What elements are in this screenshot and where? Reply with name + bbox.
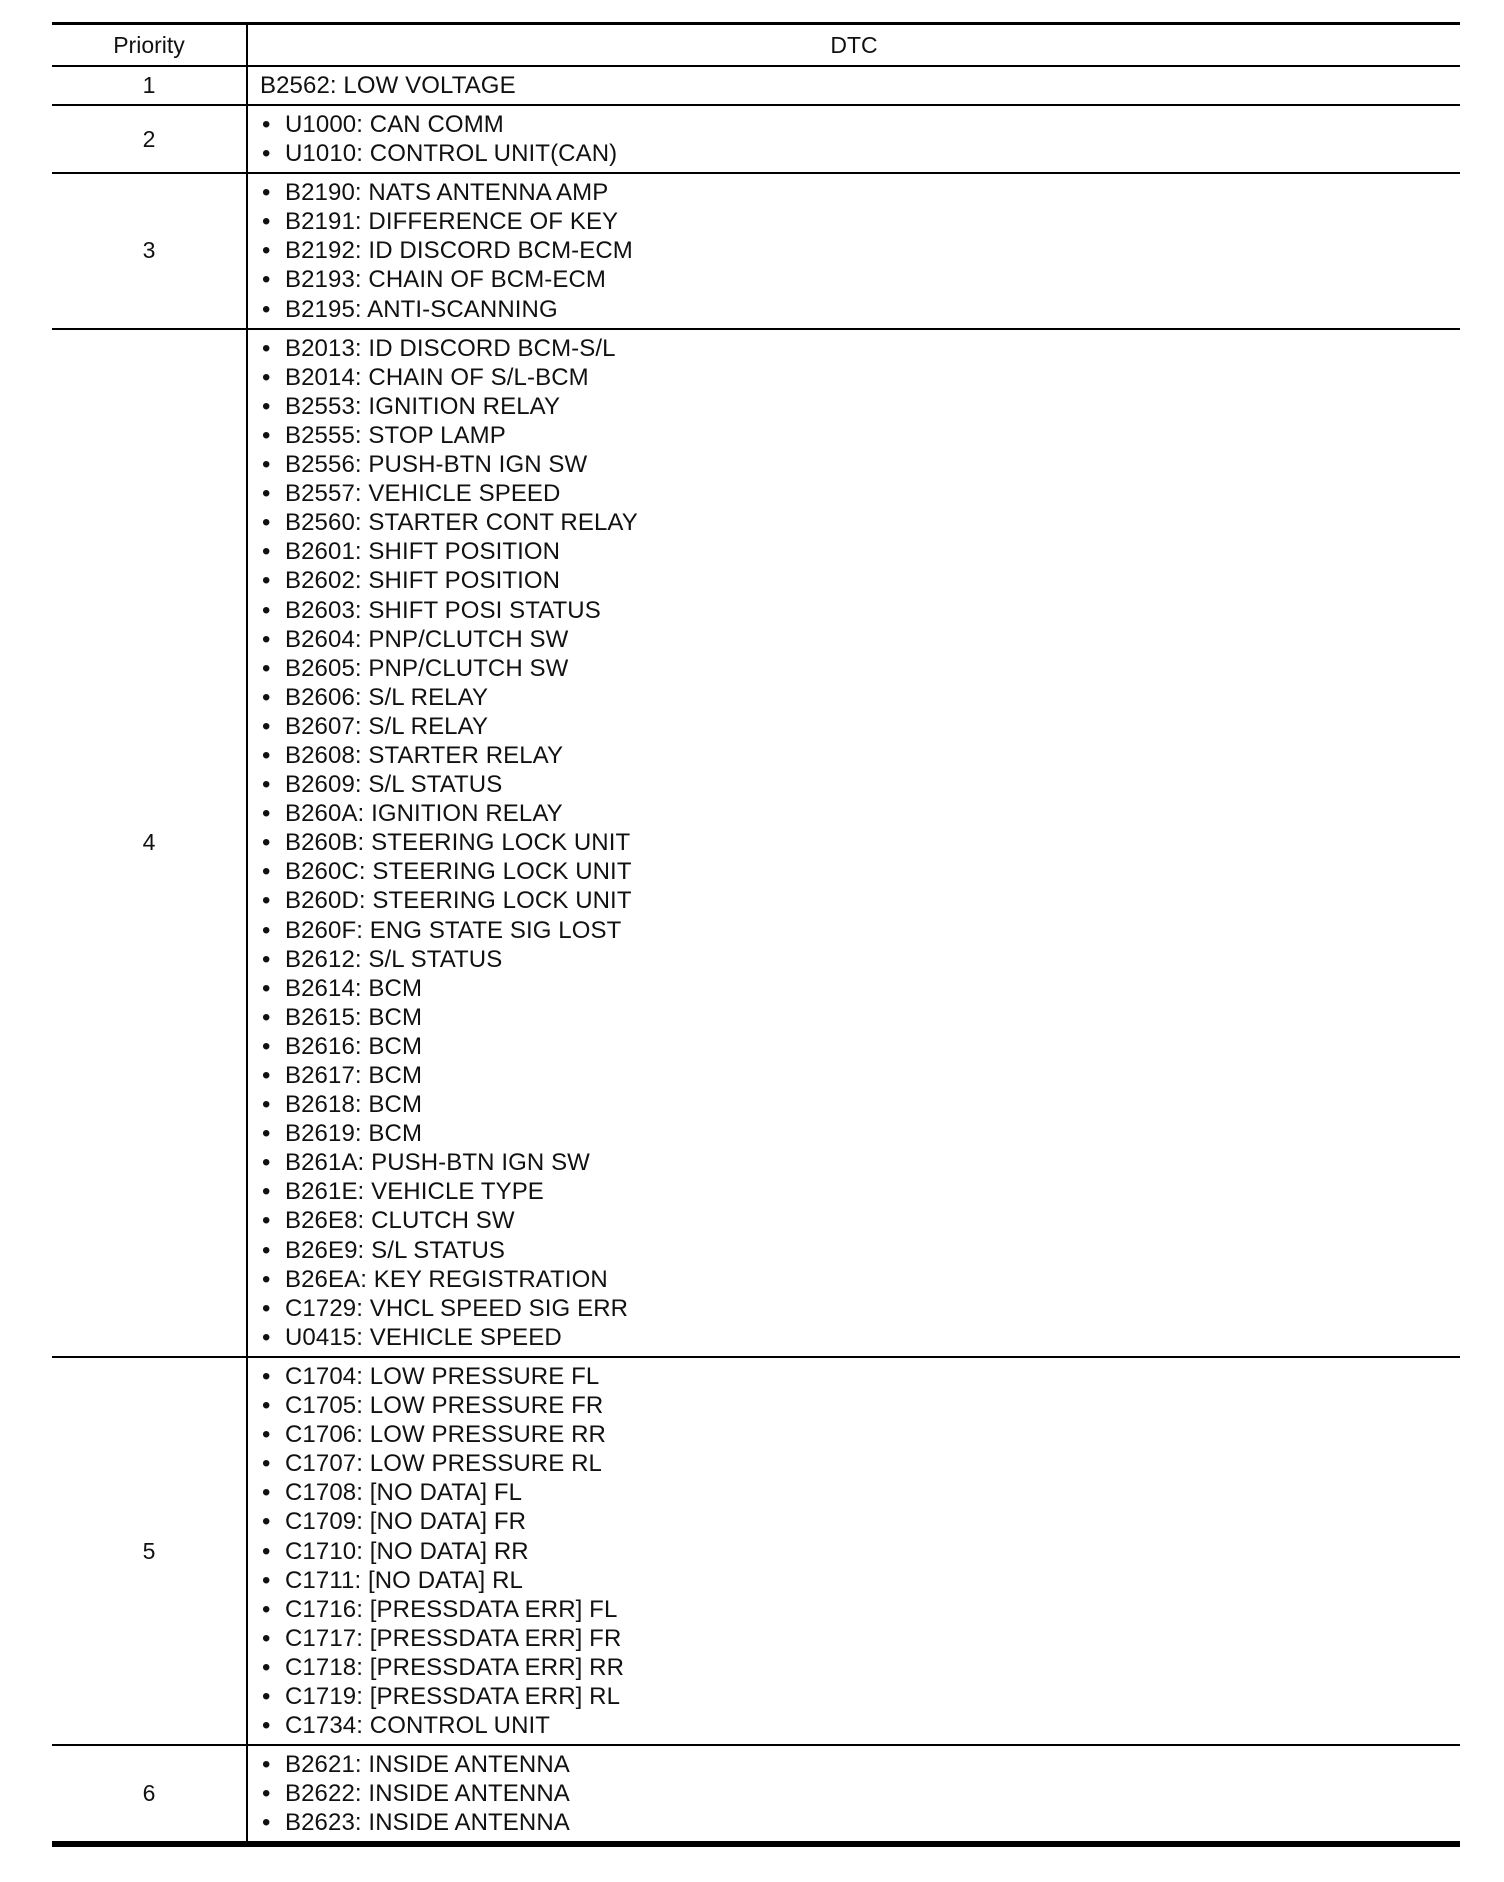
bullet-icon: •	[262, 683, 271, 711]
header-row	[52, 24, 1460, 67]
bullet-icon: •	[262, 208, 271, 236]
dtc-code: C1704: LOW PRESSURE FL	[285, 1362, 600, 1390]
bullet-icon: •	[262, 654, 271, 682]
bullet-icon: •	[262, 712, 271, 740]
bullet-icon: •	[262, 800, 271, 828]
dtc-cell	[247, 173, 1460, 328]
bullet-icon: •	[262, 567, 271, 595]
dtc-list-item	[260, 945, 1460, 974]
dtc-list-item	[260, 886, 1460, 915]
bullet-icon: •	[262, 1236, 271, 1264]
dtc-code: C1716: [PRESSDATA ERR] FL	[285, 1595, 618, 1623]
dtc-list-item	[260, 508, 1460, 537]
bullet-icon: •	[262, 1178, 271, 1206]
dtc-list-item	[260, 1177, 1460, 1206]
dtc-code: B2618: BCM	[285, 1091, 423, 1119]
table-row	[52, 1745, 1460, 1844]
dtc-list-item	[260, 1653, 1460, 1682]
bullet-icon: •	[262, 1120, 271, 1148]
dtc-list-item	[260, 1003, 1460, 1032]
dtc-code: B260B: STEERING LOCK UNIT	[285, 829, 631, 857]
dtc-code: B2612: S/L STATUS	[285, 945, 503, 973]
dtc-priority-table	[52, 22, 1460, 1847]
bullet-icon: •	[262, 1566, 271, 1594]
bullet-icon: •	[262, 596, 271, 624]
dtc-code: C1734: CONTROL UNIT	[285, 1712, 551, 1740]
dtc-list-item	[260, 1507, 1460, 1536]
bullet-icon: •	[262, 1323, 271, 1351]
dtc-list-item	[260, 857, 1460, 886]
dtc-code: B2193: CHAIN OF BCM-ECM	[285, 266, 607, 294]
bullet-icon: •	[262, 916, 271, 944]
dtc-column-header: DTC	[247, 24, 1460, 67]
dtc-code: B260A: IGNITION RELAY	[285, 800, 563, 828]
dtc-list-item	[260, 1779, 1460, 1808]
dtc-code: C1719: [PRESSDATA ERR] RL	[285, 1682, 621, 1710]
dtc-code: C1705: LOW PRESSURE FR	[285, 1392, 604, 1420]
dtc-code: B2607: S/L RELAY	[285, 712, 489, 740]
dtc-code: B2560: STARTER CONT RELAY	[285, 509, 638, 537]
bullet-icon: •	[262, 625, 271, 653]
dtc-cell	[247, 1745, 1460, 1844]
dtc-list-item	[260, 596, 1460, 625]
dtc-list-item	[260, 1206, 1460, 1235]
dtc-list-item	[260, 207, 1460, 236]
priority-column-header: Priority	[52, 24, 247, 67]
dtc-list-item	[260, 1148, 1460, 1177]
dtc-list-item	[260, 916, 1460, 945]
dtc-code: C1707: LOW PRESSURE RL	[285, 1450, 602, 1478]
bullet-icon: •	[262, 1450, 271, 1478]
dtc-list	[260, 110, 1460, 168]
table-row	[52, 329, 1460, 1357]
dtc-cell	[247, 1357, 1460, 1745]
dtc-code: B260C: STEERING LOCK UNIT	[285, 858, 632, 886]
bullet-icon: •	[262, 1780, 271, 1808]
dtc-list-item	[260, 236, 1460, 265]
dtc-code: B26E9: S/L STATUS	[285, 1236, 506, 1264]
dtc-list	[260, 1362, 1460, 1740]
dtc-list-item	[260, 654, 1460, 683]
bullet-icon: •	[262, 1508, 271, 1536]
dtc-list-item	[260, 537, 1460, 566]
dtc-code: B2622: INSIDE ANTENNA	[285, 1780, 570, 1808]
table-body	[52, 66, 1460, 1844]
dtc-list-item	[260, 974, 1460, 1003]
dtc-code: B2609: S/L STATUS	[285, 771, 503, 799]
dtc-cell	[247, 66, 1460, 105]
dtc-code: B2617: BCM	[285, 1062, 423, 1089]
dtc-list-item	[260, 392, 1460, 421]
dtc-code: B261E: VEHICLE TYPE	[285, 1178, 544, 1206]
dtc-code: C1710: [NO DATA] RR	[285, 1537, 529, 1565]
dtc-list-item	[260, 828, 1460, 857]
dtc-list-item	[260, 450, 1460, 479]
dtc-list-item	[260, 1391, 1460, 1420]
bullet-icon: •	[262, 1479, 271, 1507]
dtc-code: B2604: PNP/CLUTCH SW	[285, 625, 569, 653]
dtc-code: C1711: [NO DATA] RL	[285, 1566, 523, 1594]
dtc-code: U1010: CONTROL UNIT(CAN)	[285, 140, 618, 168]
bullet-icon: •	[262, 1421, 271, 1449]
dtc-code: B2616: BCM	[285, 1032, 423, 1060]
bullet-icon: •	[262, 295, 271, 323]
dtc-code: B2623: INSIDE ANTENNA	[285, 1809, 570, 1837]
bullet-icon: •	[262, 1624, 271, 1652]
bullet-icon: •	[262, 974, 271, 1002]
dtc-code: B2013: ID DISCORD BCM-S/L	[285, 334, 616, 362]
dtc-code: B26E8: CLUTCH SW	[285, 1207, 515, 1235]
dtc-code: C1729: VHCL SPEED SIG ERR	[285, 1294, 629, 1322]
bullet-icon: •	[262, 1751, 271, 1779]
dtc-list-item	[260, 1566, 1460, 1595]
dtc-list-item	[260, 421, 1460, 450]
bullet-icon: •	[262, 887, 271, 915]
dtc-list-item	[260, 139, 1460, 168]
bullet-icon: •	[262, 1537, 271, 1565]
priority-cell: 3	[52, 173, 247, 328]
dtc-list-item	[260, 1119, 1460, 1148]
bullet-icon: •	[262, 771, 271, 799]
dtc-list-item	[260, 1750, 1460, 1779]
dtc-list-item	[260, 363, 1460, 392]
bullet-icon: •	[262, 179, 271, 207]
dtc-code: B2014: CHAIN OF S/L-BCM	[285, 363, 589, 391]
dtc-code: B2553: IGNITION RELAY	[285, 392, 561, 420]
dtc-cell	[247, 105, 1460, 173]
dtc-code: B2556: PUSH-BTN IGN SW	[285, 451, 588, 479]
dtc-list-item	[260, 295, 1460, 324]
table-row	[52, 1357, 1460, 1745]
dtc-code: B2191: DIFFERENCE OF KEY	[285, 208, 619, 236]
dtc-code: B2555: STOP LAMP	[285, 421, 506, 449]
dtc-code: C1706: LOW PRESSURE RR	[285, 1421, 606, 1449]
priority-cell: 6	[52, 1745, 247, 1844]
dtc-code: U0415: VEHICLE SPEED	[285, 1323, 562, 1351]
dtc-list-item	[260, 1090, 1460, 1119]
bullet-icon: •	[262, 1682, 271, 1710]
dtc-code: B260D: STEERING LOCK UNIT	[285, 887, 632, 915]
bullet-icon: •	[262, 509, 271, 537]
dtc-code: B261A: PUSH-BTN IGN SW	[285, 1149, 590, 1177]
bullet-icon: •	[262, 451, 271, 479]
dtc-code: B2602: SHIFT POSITION	[285, 567, 561, 595]
dtc-list-item	[260, 110, 1460, 139]
bullet-icon: •	[262, 1809, 271, 1837]
table-row	[52, 105, 1460, 173]
bullet-icon: •	[262, 1294, 271, 1322]
bullet-icon: •	[262, 480, 271, 508]
bullet-icon: •	[262, 1207, 271, 1235]
bullet-icon: •	[262, 858, 271, 886]
bullet-icon: •	[262, 1032, 271, 1060]
dtc-list-item	[260, 566, 1460, 595]
dtc-list	[260, 178, 1460, 323]
dtc-code: B260F: ENG STATE SIG LOST	[285, 916, 622, 944]
dtc-list-item	[260, 1061, 1460, 1090]
dtc-code: B2195: ANTI-SCANNING	[285, 295, 558, 323]
bullet-icon: •	[262, 538, 271, 566]
bullet-icon: •	[262, 363, 271, 391]
dtc-list-item	[260, 1449, 1460, 1478]
dtc-code: U1000: CAN COMM	[285, 111, 504, 138]
dtc-list-item	[260, 799, 1460, 828]
bullet-icon: •	[262, 1003, 271, 1031]
dtc-cell	[247, 329, 1460, 1357]
dtc-code: B2608: STARTER RELAY	[285, 741, 564, 769]
dtc-code: B2557: VEHICLE SPEED	[285, 480, 561, 508]
dtc-list-item	[260, 683, 1460, 712]
dtc-code: B2601: SHIFT POSITION	[285, 538, 561, 566]
table-header	[52, 24, 1460, 67]
bullet-icon: •	[262, 392, 271, 420]
dtc-list-item	[260, 1682, 1460, 1711]
priority-cell: 1	[52, 66, 247, 105]
dtc-list-item	[260, 1323, 1460, 1352]
dtc-code: B2619: BCM	[285, 1120, 423, 1148]
dtc-list-item	[260, 334, 1460, 363]
dtc-list	[260, 334, 1460, 1352]
dtc-code: B2615: BCM	[285, 1003, 423, 1031]
dtc-code: B2605: PNP/CLUTCH SW	[285, 654, 569, 682]
dtc-list-item	[260, 1624, 1460, 1653]
bullet-icon: •	[262, 1595, 271, 1623]
dtc-list-item	[260, 1808, 1460, 1837]
dtc-list-item	[260, 1711, 1460, 1740]
dtc-list-item	[260, 1595, 1460, 1624]
bullet-icon: •	[262, 1265, 271, 1293]
dtc-code: C1717: [PRESSDATA ERR] FR	[285, 1624, 622, 1652]
priority-cell: 4	[52, 329, 247, 1357]
dtc-list-item	[260, 178, 1460, 207]
dtc-list-item	[260, 770, 1460, 799]
dtc-code: B2606: S/L RELAY	[285, 683, 489, 711]
priority-cell: 5	[52, 1357, 247, 1745]
dtc-list	[260, 1750, 1460, 1837]
bullet-icon: •	[262, 1712, 271, 1740]
bullet-icon: •	[262, 1392, 271, 1420]
bullet-icon: •	[262, 266, 271, 294]
dtc-list-item	[260, 1362, 1460, 1391]
dtc-code: C1718: [PRESSDATA ERR] RR	[285, 1653, 625, 1681]
bullet-icon: •	[262, 334, 271, 362]
dtc-list-item	[260, 1478, 1460, 1507]
dtc-code: B2192: ID DISCORD BCM-ECM	[285, 237, 633, 265]
bullet-icon: •	[262, 140, 271, 168]
bullet-icon: •	[262, 111, 271, 138]
bullet-icon: •	[262, 1362, 271, 1390]
dtc-code: C1709: [NO DATA] FR	[285, 1508, 527, 1536]
dtc-list-item	[260, 1537, 1460, 1566]
dtc-code: B2603: SHIFT POSI STATUS	[285, 596, 601, 624]
dtc-list-item	[260, 1420, 1460, 1449]
bullet-icon: •	[262, 1091, 271, 1119]
dtc-code: B2562: LOW VOLTAGE	[260, 72, 516, 99]
dtc-list-item	[260, 1236, 1460, 1265]
dtc-list-item	[260, 1265, 1460, 1294]
priority-cell: 2	[52, 105, 247, 173]
dtc-list-item	[260, 741, 1460, 770]
bullet-icon: •	[262, 1062, 271, 1089]
dtc-code: C1708: [NO DATA] FL	[285, 1479, 523, 1507]
bullet-icon: •	[262, 237, 271, 265]
dtc-code: B2621: INSIDE ANTENNA	[285, 1751, 570, 1779]
dtc-code: B26EA: KEY REGISTRATION	[285, 1265, 608, 1293]
dtc-code: B2190: NATS ANTENNA AMP	[285, 179, 609, 207]
bullet-icon: •	[262, 741, 271, 769]
bullet-icon: •	[262, 421, 271, 449]
table-row	[52, 173, 1460, 328]
table-row	[52, 66, 1460, 105]
dtc-list-item	[260, 479, 1460, 508]
dtc-list-item	[260, 1032, 1460, 1061]
dtc-list-item	[260, 265, 1460, 294]
dtc-list-item	[260, 1294, 1460, 1323]
bullet-icon: •	[262, 829, 271, 857]
bullet-icon: •	[262, 1149, 271, 1177]
bullet-icon: •	[262, 1653, 271, 1681]
dtc-code: B2614: BCM	[285, 974, 423, 1002]
bullet-icon: •	[262, 945, 271, 973]
dtc-list-item	[260, 712, 1460, 741]
dtc-list-item	[260, 625, 1460, 654]
